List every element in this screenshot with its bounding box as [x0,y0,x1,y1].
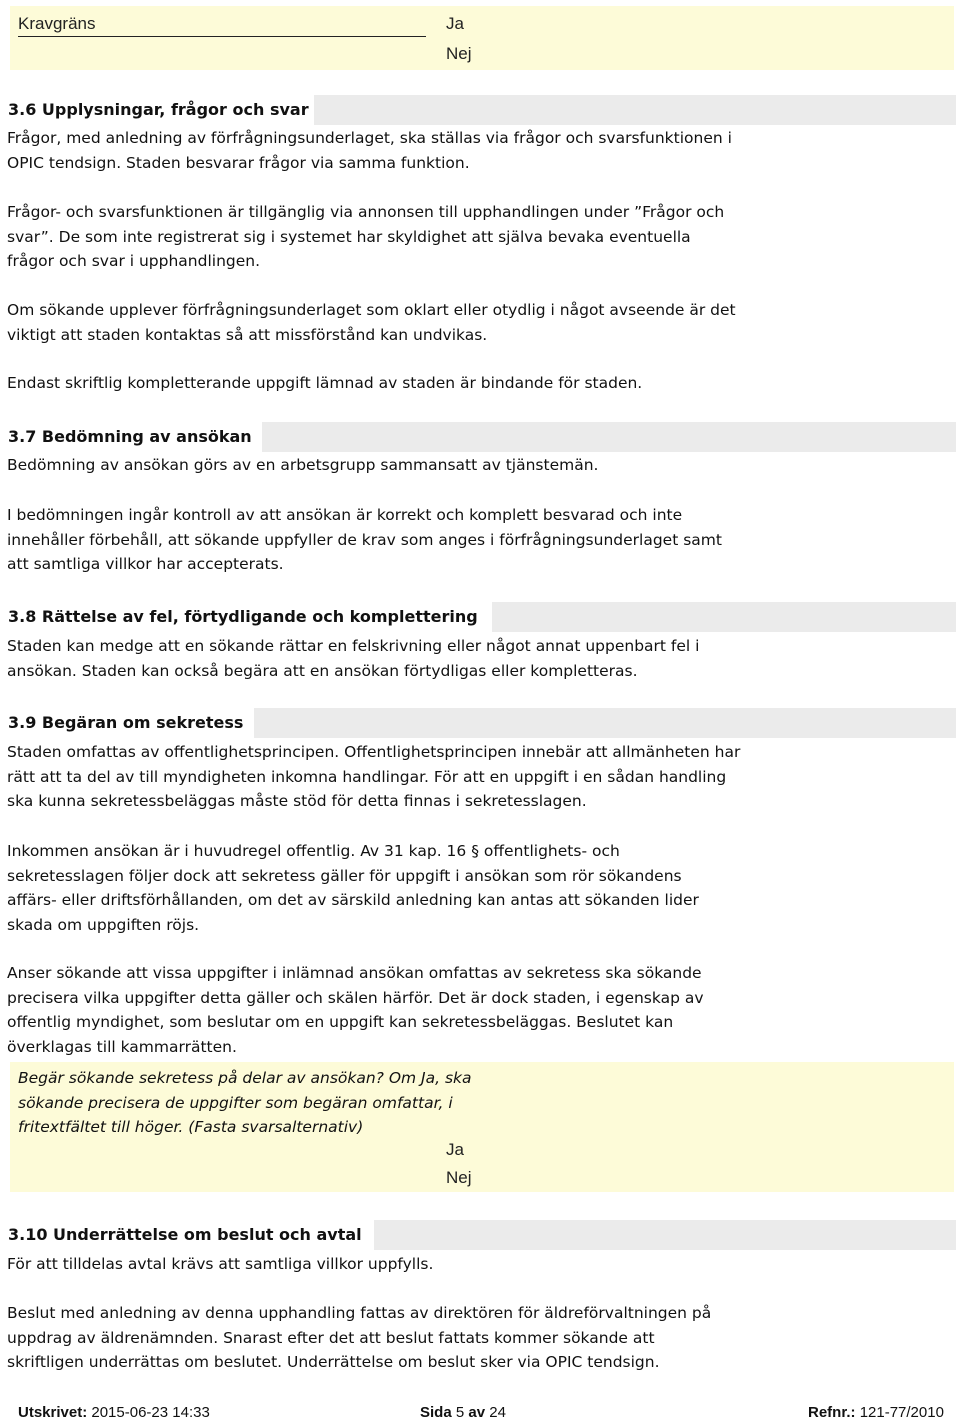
paragraph: Frågor, med anledning av förfrågningsunderlaget, ska ställas via frågor och svarsfunktionen i OPIC tendsign. Staden besvarar frågor via samma funktion. [7,129,732,172]
section-header-fill [314,95,956,125]
paragraph: För att tilldelas avtal krävs att samtliga villkor uppfylls. [7,1255,434,1273]
paragraph: Frågor- och svarsfunktionen är tillgänglig via annonsen till upphandlingen under ”Frågor och svar”. De som inte registrerat sig i systemet har skyldighet att själva bevaka eventuella frågor och svar i upphandlingen. [7,203,725,270]
secrecy-question-box [10,1062,954,1192]
section-title: 3.7 Bedömning av ansökan [0,422,252,452]
paragraph: Beslut med anledning av denna upphandling fattas av direktören för äldreförvaltningen på uppdrag av äldrenämnden. Snarast efter det att beslut fattats kommer sökande att skriftligen underrättas om beslutet. Underrättelse om beslut sker via OPIC tendsign. [7,1304,712,1371]
footer-page-total: 24 [489,1404,506,1421]
footer-ref-label: Refnr.: [808,1404,856,1421]
paragraph: Inkommen ansökan är i huvudregel offentlig. Av 31 kap. 16 § offentlighets- och sekretesslagen följer dock att sekretess gäller för uppgift i ansökan som rör sökandens affärs- eller driftsförhållanden, om det av särskild anledning kan antas att sökanden lider skada om uppgiften röjs. [7,842,699,934]
section-header-fill [374,1220,956,1250]
paragraph: Staden omfattas av offentlighetsprincipen. Offentlighetsprincipen innebär att allmänheten har rätt att ta del av till myndigheten inkomna handlingar. För att en uppgift i en sådan handling ska kunna sekretessbeläggas måste stöd för detta finnas i sekretesslagen. [7,743,741,810]
footer-page-current: 5 [455,1404,465,1421]
paragraph: Staden kan medge att en sökande rättar en felskrivning eller något annat uppenbart fel i ansökan. Staden kan också begära att en ansökan förtydligas eller kompletteras. [7,637,700,680]
paragraph: Bedömning av ansökan görs av en arbetsgrupp sammansatt av tjänstemän. [7,456,599,474]
top-option-nej[interactable]: Nej [446,44,472,63]
section-title: 3.6 Upplysningar, frågor och svar [0,95,309,125]
paragraph: Om sökande upplever förfrågningsunderlaget som oklart eller otydlig i något avseende är det viktigt att staden kontaktas så att missförstånd kan undvikas. [7,301,736,344]
footer-page [420,1404,506,1421]
footer-page-label: Sida [420,1404,452,1421]
section-header-3-6 [0,95,956,125]
section-title: 3.9 Begäran om sekretess [0,708,243,738]
paragraph: Anser sökande att vissa uppgifter i inlämnad ansökan omfattas av sekretess ska sökande precisera vilka uppgifter detta gäller och skälen härför. Det är dock staden, i egenskap av offentlig myndighet, som beslutar om en uppgift kan sekretessbeläggas. Beslutet kan överklagas till kammarrätten. [7,964,704,1056]
section-header-fill [254,708,956,738]
secrecy-option-ja[interactable]: Ja [446,1140,464,1159]
section-title: 3.8 Rättelse av fel, förtydligande och komplettering [0,602,478,632]
footer-ref [808,1404,944,1421]
secrecy-question-text: Begär sökande sekretess på delar av ansökan? Om Ja, ska sökande precisera de uppgifter som begäran omfattar, i fritextfältet till höger. (Fasta svarsalternativ) [18,1069,472,1136]
top-option-ja[interactable]: Ja [446,14,464,33]
secrecy-option-nej[interactable]: Nej [446,1168,472,1187]
footer-page-of: av [468,1404,486,1421]
footer-ref-value: 121-77/2010 [859,1404,944,1421]
top-question-box [10,6,954,70]
paragraph: I bedömningen ingår kontroll av att ansökan är korrekt och komplett besvarad och inte innehåller förbehåll, att sökande uppfyller de krav som anges i förfrågningsunderlaget samt att samtliga villkor har accepterats. [7,506,722,573]
section-header-3-9 [0,708,956,738]
top-question-label: Kravgräns [18,14,96,33]
paragraph: Endast skriftlig kompletterande uppgift lämnad av staden är bindande för staden. [7,374,643,392]
section-header-3-7 [0,422,956,452]
section-header-fill [262,422,956,452]
section-header-fill [492,602,956,632]
footer-printed-label: Utskrivet: [18,1404,88,1421]
footer-printed [18,1404,210,1421]
section-header-3-8 [0,602,956,632]
footer-printed-value: 2015-06-23 14:33 [91,1404,210,1421]
section-header-3-10 [0,1220,956,1250]
top-question-underline [18,36,426,37]
section-title: 3.10 Underrättelse om beslut och avtal [0,1220,362,1250]
